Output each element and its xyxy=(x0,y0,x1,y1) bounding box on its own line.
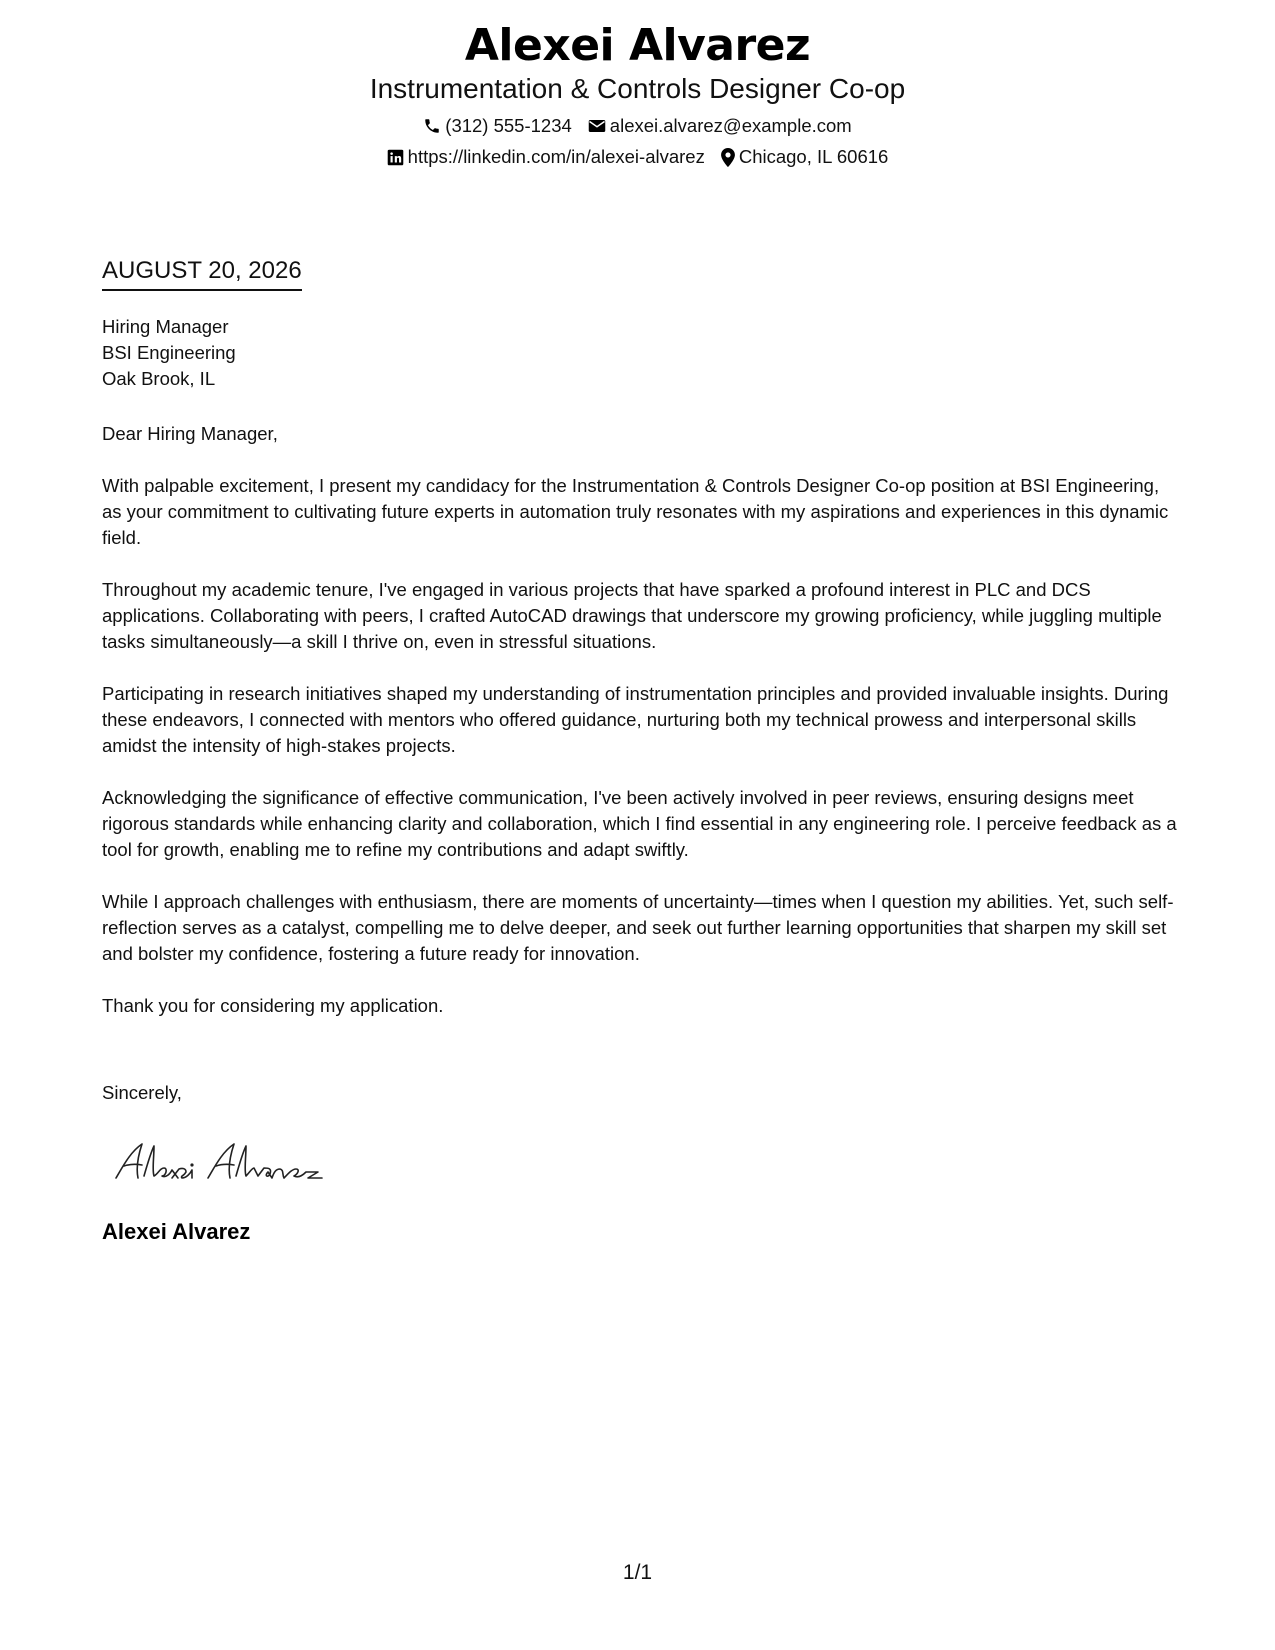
closing-line: Sincerely, xyxy=(102,1082,182,1103)
signed-name: Alexei Alvarez xyxy=(102,1219,251,1244)
contact-row-2 xyxy=(0,146,1275,168)
job-title: Instrumentation & Controls Designer Co-op xyxy=(369,73,906,104)
location-text: Chicago, IL 60616 xyxy=(738,146,889,167)
contact-email[interactable] xyxy=(588,115,852,137)
thank-you-line: Thank you for considering my application. xyxy=(102,995,444,1016)
phone-icon xyxy=(423,117,441,135)
page-number: 1/1 xyxy=(622,1561,653,1584)
letter-header xyxy=(0,20,1275,168)
envelope-icon xyxy=(588,118,606,134)
body-paragraph: With palpable excitement, I present my candidacy for the Instrumentation & Controls Designer Co-op position at BSI Engineering, as your commitment to cultivating future experts in automation truly resonates with my aspirations and experiences in this dynamic field. xyxy=(102,475,1169,548)
salutation: Dear Hiring Manager, xyxy=(102,423,278,444)
linkedin-icon xyxy=(387,149,404,166)
recipient-company: BSI Engineering xyxy=(102,342,236,363)
linkedin-url: https://linkedin.com/in/alexei-alvarez xyxy=(407,146,705,167)
contact-linkedin[interactable] xyxy=(387,146,705,168)
applicant-name: Alexei Alvarez xyxy=(464,20,811,71)
recipient-block xyxy=(102,314,236,392)
map-pin-icon xyxy=(721,148,735,167)
contact-row-1 xyxy=(0,115,1275,137)
phone-number: (312) 555-1234 xyxy=(445,115,572,136)
letter-date: AUGUST 20, 2026 xyxy=(102,256,302,291)
letter-body xyxy=(102,421,1182,1045)
body-paragraph: Throughout my academic tenure, I've engaged in various projects that have sparked a profound interest in PLC and DCS applications. Collaborating with peers, I crafted AutoCAD drawings that underscore my growing proficiency, while juggling multiple tasks simultaneously—a skill I thrive on, even in stressful situations. xyxy=(102,579,1162,652)
handwritten-signature xyxy=(112,1138,352,1188)
email-address: alexei.alvarez@example.com xyxy=(609,115,852,136)
contact-location xyxy=(721,146,888,168)
recipient-location: Oak Brook, IL xyxy=(102,368,216,389)
body-paragraph: While I approach challenges with enthusiasm, there are moments of uncertainty—times when I question my abilities. Yet, such self-reflection serves as a catalyst, compelling me to delve deeper, and seek out further learning opportunities that sharpen my skill set and bolster my confidence, fostering a future ready for innovation. xyxy=(102,891,1174,964)
body-paragraph: Participating in research initiatives shaped my understanding of instrumentation principles and provided invaluable insights. During these endeavors, I connected with mentors who offered guidance, nurturing both my technical prowess and interpersonal skills amidst the intensity of high-stakes projects. xyxy=(102,683,1169,756)
contact-phone[interactable] xyxy=(423,115,572,137)
body-paragraph: Acknowledging the significance of effective communication, I've been actively involved in peer reviews, ensuring designs meet rigorous standards while enhancing clarity and collaboration, which I find essential in any engineering role. I perceive feedback as a tool for growth, enabling me to refine my contributions and adapt swiftly. xyxy=(102,787,1177,860)
recipient-line: Hiring Manager xyxy=(102,316,229,337)
